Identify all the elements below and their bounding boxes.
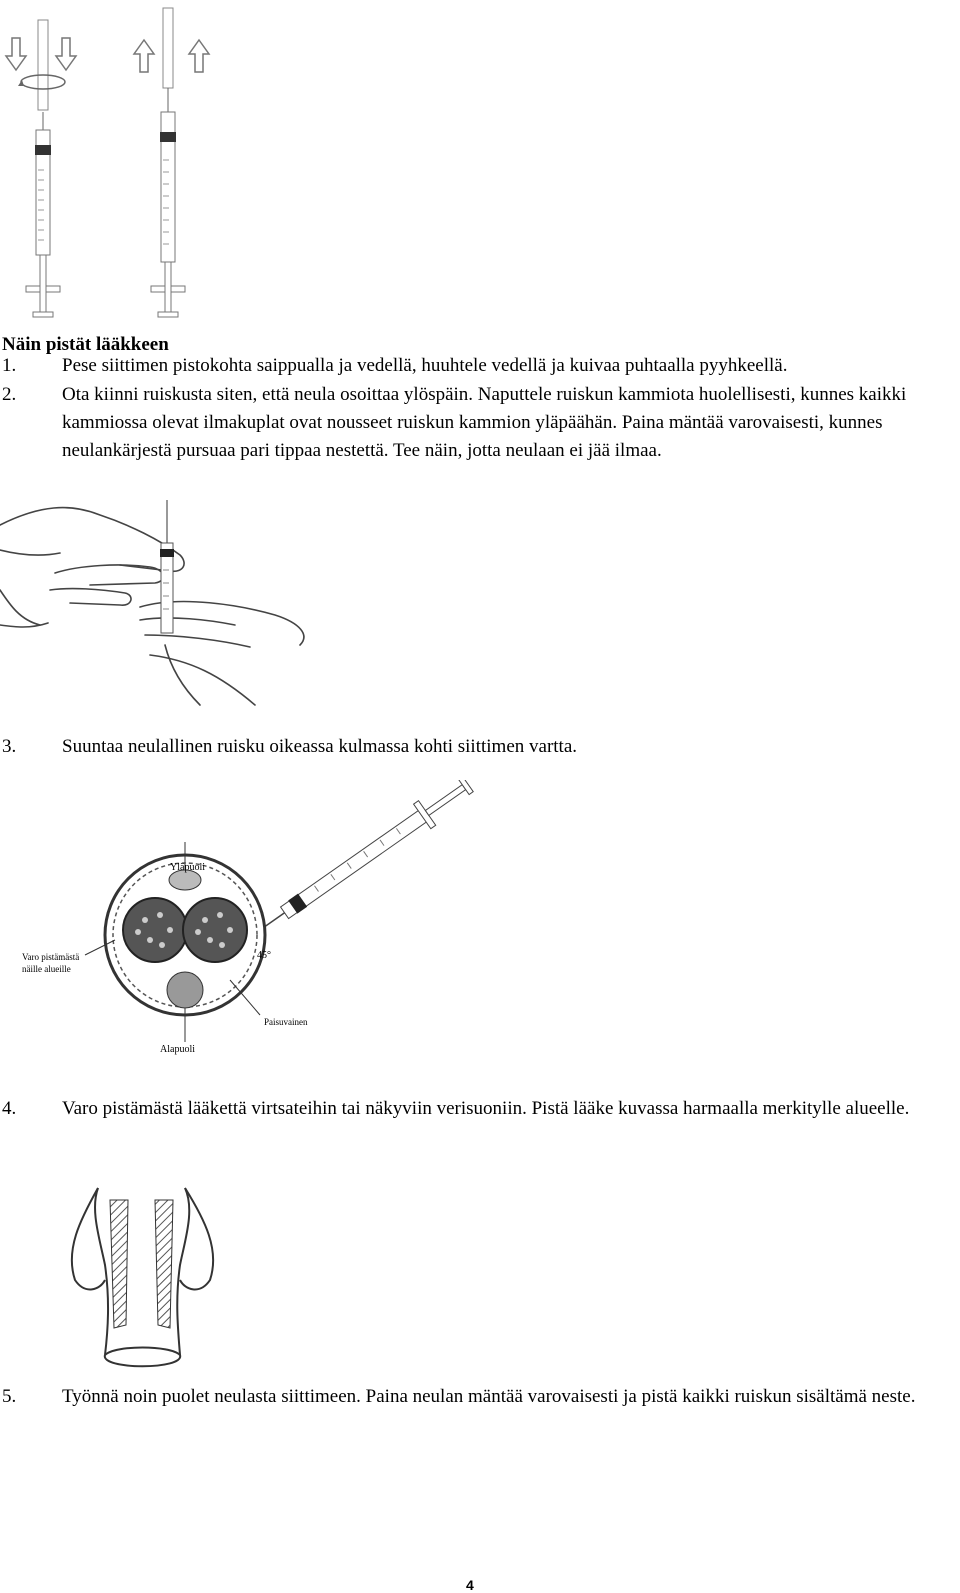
step-4 bbox=[2, 1095, 952, 1123]
label-bottom: Alapuoli bbox=[160, 1044, 195, 1055]
cross-section-diagram bbox=[10, 780, 510, 1070]
arrow-down-icon bbox=[56, 38, 76, 70]
step-3 bbox=[2, 733, 952, 761]
step-number: 1. bbox=[2, 355, 17, 376]
step-number: 4. bbox=[2, 1098, 17, 1119]
syringe-preparation-figure bbox=[0, 0, 220, 325]
step-number: 5. bbox=[2, 1386, 17, 1407]
injection-area-figure bbox=[60, 1180, 240, 1375]
step-text: Suuntaa neulallinen ruisku oikeassa kulmassa kohti siittimen vartta. bbox=[62, 736, 578, 757]
arrow-up-icon bbox=[134, 40, 154, 72]
label-left-line1: Varo pistämästä bbox=[22, 952, 80, 962]
label-top: Yläpuoli bbox=[170, 862, 205, 873]
label-angle: 45° bbox=[257, 950, 271, 961]
step-number: 2. bbox=[2, 384, 17, 405]
section-heading: Näin pistät lääkkeen bbox=[2, 334, 169, 355]
step-1 bbox=[2, 352, 952, 380]
label-right: Paisuvainen bbox=[264, 1017, 308, 1027]
step-text: Varo pistämästä lääkettä virtsateihin tai näkyviin verisuoniin. Pistä lääke kuvassa harmaalla merkitylle alueelle. bbox=[62, 1098, 910, 1119]
step-text: Ota kiinni ruiskusta siten, että neula osoittaa ylöspäin. Naputtele ruiskun kammiota huolellisesti, kunnes kaikki kammiossa olevat ilmakuplat ovat nousseet ruiskun kammion yläpäähän. Paina mäntää varovaisesti, kunnes neulankärjestä pursuaa pari tippaa nestettä. Tee näin, jotta neulaan ei jää ilmaa. bbox=[62, 384, 907, 461]
step-5 bbox=[2, 1383, 952, 1411]
page-number: 4 bbox=[466, 1577, 474, 1593]
step-text: Työnnä noin puolet neulasta siittimeen. Paina neulan mäntää varovaisesti ja pistä kaikki ruiskun sisältämä neste. bbox=[62, 1386, 916, 1407]
step-text: Pese siittimen pistokohta saippualla ja vedellä, huuhtele vedellä ja kuivaa puhtaalla pyyhkeellä. bbox=[62, 355, 788, 376]
step-number: 3. bbox=[2, 736, 17, 757]
label-left-line2: näille alueille bbox=[22, 964, 71, 974]
hand-tapping-syringe-figure bbox=[0, 495, 310, 710]
step-2 bbox=[2, 381, 952, 465]
arrow-down-icon bbox=[6, 38, 26, 70]
arrow-up-icon bbox=[189, 40, 209, 72]
